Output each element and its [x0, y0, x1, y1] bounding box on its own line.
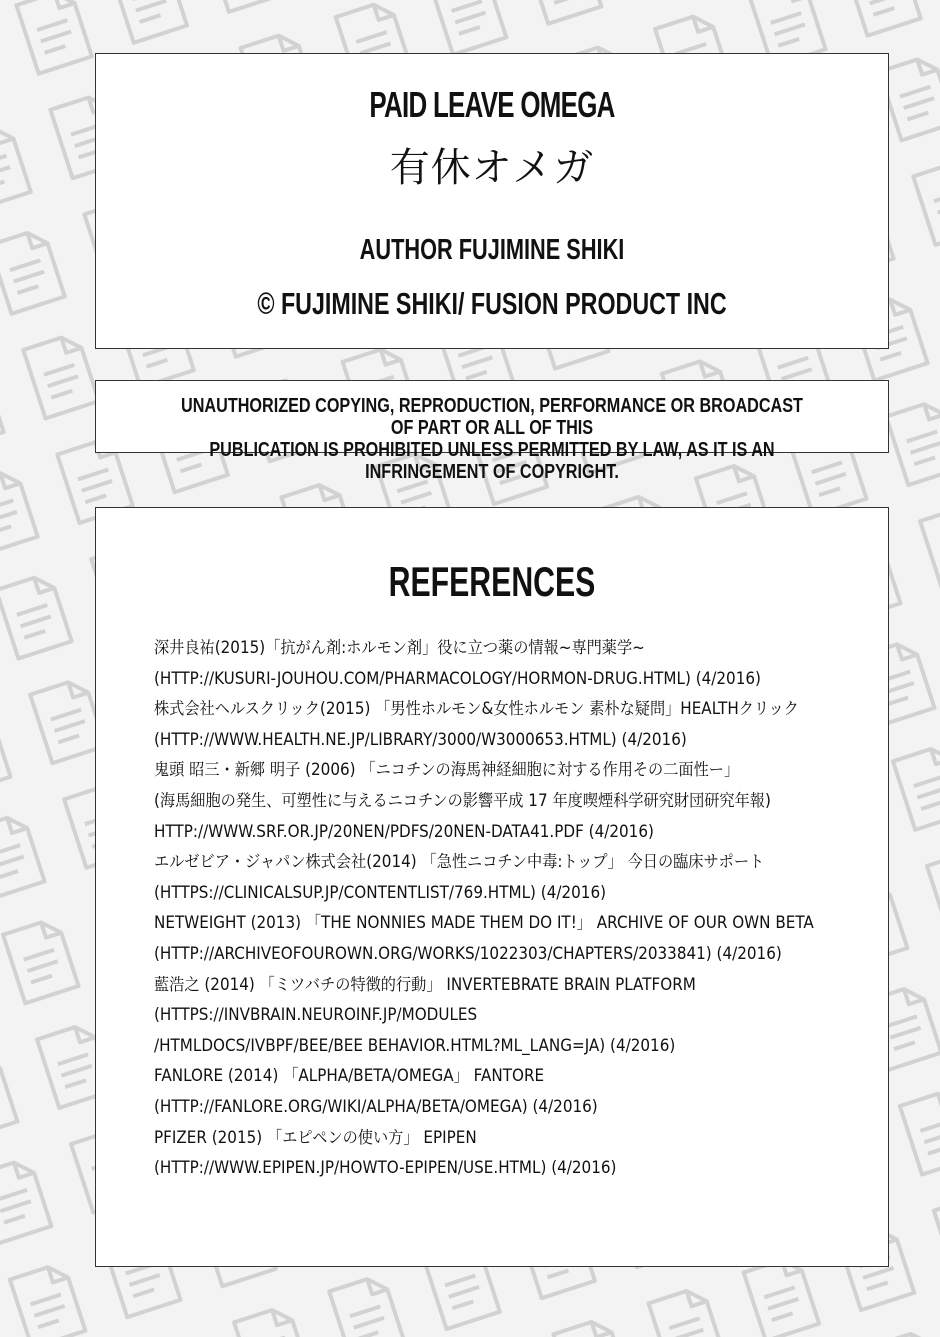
notice-line-1: UNAUTHORIZED COPYING, REPRODUCTION, PERFORMANCE OR BROADCAST OF PART OR ALL OF THIS: [181, 395, 803, 439]
references-panel: [95, 507, 889, 1267]
copyright-line: © FUJIMINE SHIKI/ FUSION PRODUCT INC: [257, 286, 727, 321]
reference-line: (HTTP://WWW.HEALTH.NE.JP/LIBRARY/3000/W3000653.HTML) (4/2016): [154, 729, 687, 749]
reference-line: FANLORE (2014) 「ALPHA/BETA/OMEGA」 FANTORE: [154, 1066, 545, 1086]
title-english: PAID LEAVE OMEGA: [369, 84, 615, 125]
reference-line: (HTTP://WWW.EPIPEN.JP/HOWTO-EPIPEN/USE.HTML) (4/2016): [154, 1158, 617, 1178]
reference-line: 鬼頭 昭三・新郷 明子 (2006) 「ニコチンの海馬神経細胞に対する作用その二面性ー」: [154, 760, 740, 780]
reference-line: 株式会社ヘルスクリック(2015) 「男性ホルモン&女性ホルモン 素朴な疑問」HEALTHクリック: [154, 699, 799, 719]
reference-line: (HTTPS://INVBRAIN.NEUROINF.JP/MODULES: [154, 1005, 478, 1025]
copyright-notice: [171, 395, 813, 483]
copyright-notice-panel: [95, 380, 889, 483]
references-heading: REFERENCES: [388, 558, 596, 605]
references-list: [154, 633, 874, 1184]
reference-line: (HTTPS://CLINICALSUP.JP/CONTENTLIST/769.HTML) (4/2016): [154, 882, 607, 902]
reference-line: (HTTP://ARCHIVEOFOUROWN.ORG/WORKS/1022303/CHAPTERS/2033841) (4/2016): [154, 943, 782, 963]
reference-line: 藍浩之 (2014) 「ミツバチの特徴的行動」 INVERTEBRATE BRAIN PLATFORM: [154, 974, 696, 994]
reference-line: PFIZER (2015) 「エピペンの使い方」 EPIPEN: [154, 1127, 477, 1147]
title-japanese: 有休オメガ: [389, 145, 595, 191]
reference-line: 深井良祐(2015)「抗がん剤:ホルモン剤」役に立つ薬の情報~専門薬学~: [154, 638, 645, 657]
reference-line: (HTTP://FANLORE.ORG/WIKI/ALPHA/BETA/OMEGA) (4/2016): [154, 1096, 598, 1116]
reference-line: (HTTP://KUSURI-JOUHOU.COM/PHARMACOLOGY/HORMON-DRUG.HTML) (4/2016): [154, 668, 761, 688]
reference-line: NETWEIGHT (2013) 「THE NONNIES MADE THEM DO IT!」 ARCHIVE OF OUR OWN BETA: [154, 913, 814, 933]
author-line: AUTHOR FUJIMINE SHIKI: [359, 234, 625, 266]
reference-line: (海馬細胞の発生、可塑性に与えるニコチンの影響平成 17 年度喫煙科学研究財団研究年報): [154, 790, 771, 810]
reference-line: HTTP://WWW.SRF.OR.JP/20NEN/PDFS/20NEN-DATA41.PDF (4/2016): [154, 821, 654, 841]
reference-line: /HTMLDOCS/IVBPF/BEE/BEE BEHAVIOR.HTML?ML_LANG=JA) (4/2016): [154, 1035, 676, 1055]
notice-line-2: PUBLICATION IS PROHIBITED UNLESS PERMITTED BY LAW, AS IT IS AN INFRINGEMENT OF COPYRIGHT.: [209, 439, 775, 483]
reference-line: エルゼビア・ジャパン株式会社(2014) 「急性ニコチン中毒:トップ」 今日の臨床サポート: [154, 852, 765, 872]
title-panel: [95, 53, 889, 349]
